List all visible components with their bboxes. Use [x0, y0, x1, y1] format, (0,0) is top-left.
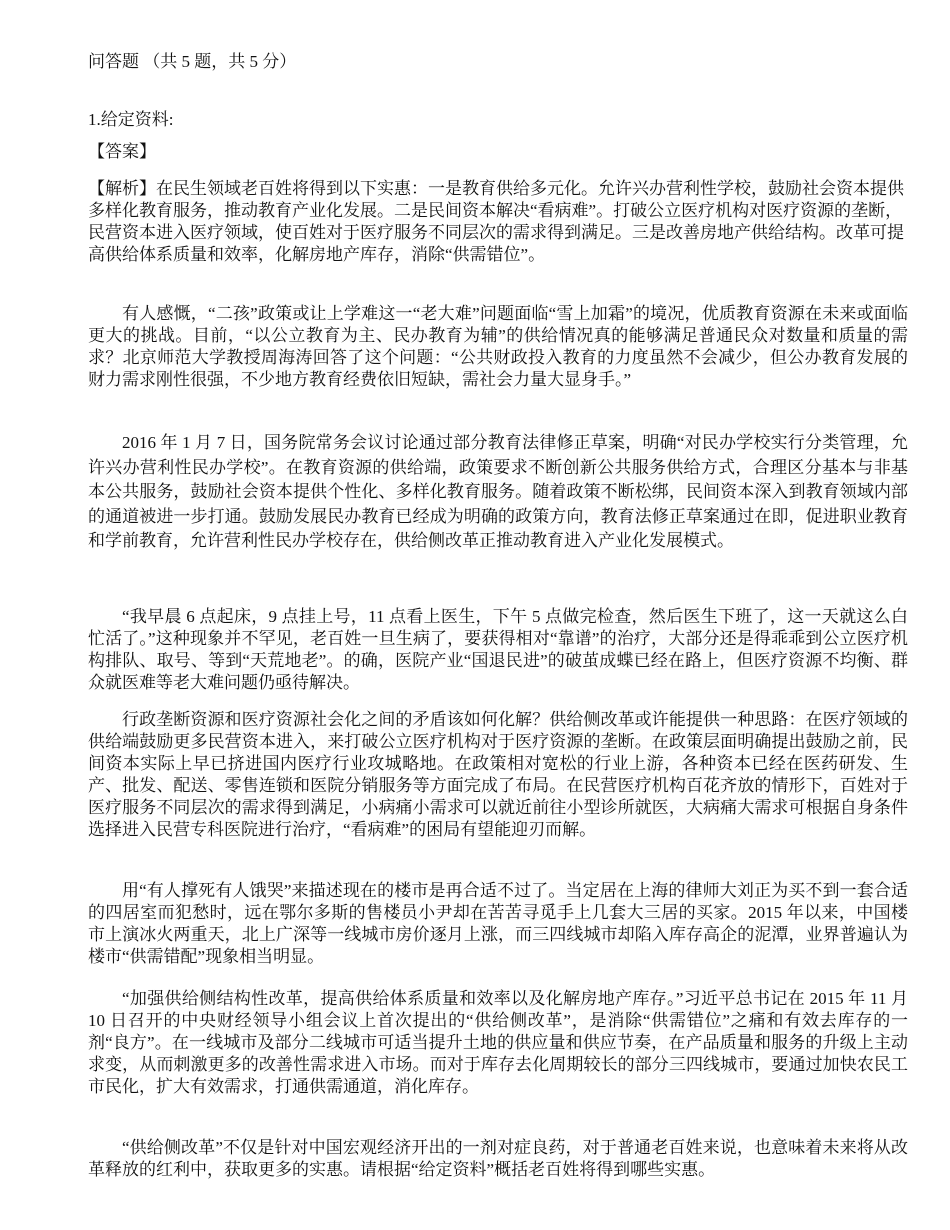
answer-label: 【答案】 [88, 142, 156, 161]
material-paragraph-education-pressure: 有人感慨，“二孩”政策或让上学难这一“老大难”问题面临“雪上加霜”的境况，优质教育资源在未来或面临更大的挑战。目前，“以公立教育为主、民办教育为辅”的供给情况真的能够满足普通民众对数量和质量的需求？北京师范大学教授周海涛回答了这个问题：“公共财政投入教育的力度虽然不会减少，但公办教育发展的财力需求刚性很强，不少地方教育经费依旧短缺，需社会力量大显身手。” [88, 304, 908, 389]
material-paragraph-hospital-queue: “我早晨 6 点起床，9 点挂上号，11 点看上医生，下午 5 点做完检查，然后医生下班了，这一天就这么白忙活了。”这种现象并不罕见，老百姓一旦生病了，要获得相对“靠谱”的治疗，大部分还是得乖乖到公立医疗机构排队、取号、等到“天荒地老”。的确，医院产业“国退民进”的破茧成蝶已经在路上，但医疗资源不均衡、群众就医难等老大难问题仍亟待解决。 [88, 607, 908, 692]
section-title: 问答题 （共 5 题，共 5 分） [88, 52, 297, 71]
analysis-paragraph: 【解析】在民生领域老百姓将得到以下实惠：一是教育供给多元化。允许兴办营利性学校，鼓励社会资本提供多样化教育服务，推动教育产业化发展。二是民间资本解决“看病难”。打破公立医疗机构对医疗资源的垄断，民营资本进入医疗领域，使百姓对于医疗服务不同层次的需求得到满足。三是改善房地产供给结构。改革可提高供给体系质量和效率，化解房地产库存，消除“供需错位”。 [88, 179, 904, 264]
material-paragraph-housing-market: 用“有人撑死有人饿哭”来描述现在的楼市是再合适不过了。当定居在上海的律师大刘正为买不到一套合适的四居室而犯愁时，远在鄂尔多斯的售楼员小尹却在苦苦寻觅手上几套大三居的买家。2015 年以来，中国楼市上演冰火两重天，北上广深等一线城市房价逐月上涨，而三四线城市却陷入库存高企的泥潭，业界普遍认为楼市“供需错配”现象相当明显。 [88, 881, 908, 966]
question-number-label: 1.给定资料: [88, 110, 174, 129]
material-paragraph-supply-side-housing: “加强供给侧结构性改革，提高供给体系质量和效率以及化解房地产库存。”习近平总书记在 2015 年 11 月 10 日召开的中央财经领导小组会议上首次提出的“供给侧改革”，是消除“供需错位”之痛和有效去库存的一剂“良方”。在一线城市及部分二线城市可适当提升土地的供应量和供应节奏，在产品质量和服务的升级上主动求变，从而刺激更多的改善性需求进入市场。而对于库存去化周期较长的部分三四线城市，要通过加快农民工市民化，扩大有效需求，打通供需通道，消化库存。 [88, 989, 908, 1096]
material-paragraph-question-prompt: “供给侧改革”不仅是针对中国宏观经济开出的一剂对症良药，对于普通老百姓来说，也意味着未来将从改革释放的红利中，获取更多的实惠。请根据“给定资料”概括老百姓将得到哪些实惠。 [88, 1138, 908, 1179]
material-paragraph-education-policy: 2016 年 1 月 7 日，国务院常务会议讨论通过部分教育法律修正草案，明确“对民办学校实行分类管理，允许兴办营利性民办学校”。在教育资源的供给端，政策要求不断创新公共服务供给方式，合理区分基本与非基本公共服务，鼓励社会资本提供个性化、多样化教育服务。随着政策不断松绑，民间资本深入到教育领域内部的通道被进一步打通。鼓励发展民办教育已经成为明确的政策方向，教育法修正草案通过在即，促进职业教育和学前教育，允许营利性民办学校存在，供给侧改革正推动教育进入产业化发展模式。 [88, 433, 908, 550]
material-paragraph-medical-reform: 行政垄断资源和医疗资源社会化之间的矛盾该如何化解？供给侧改革或许能提供一种思路：在医疗领域的供给端鼓励更多民营资本进入，来打破公立医疗机构对于医疗资源的垄断。在政策层面明确提出鼓励之前，民间资本实际上早已挤进国内医疗行业攻城略地。在政策相对宽松的行业上游，各种资本已经在医药研发、生产、批发、配送、零售连锁和医院分销服务等方面完成了布局。在民营医疗机构百花齐放的情形下，百姓对于医疗服务不同层次的需求得到满足，小病痛小需求可以就近前往小型诊所就医，大病痛大需求可根据自身条件选择进入民营专科医院进行治疗，“看病难”的困局有望能迎刃而解。 [88, 710, 908, 839]
